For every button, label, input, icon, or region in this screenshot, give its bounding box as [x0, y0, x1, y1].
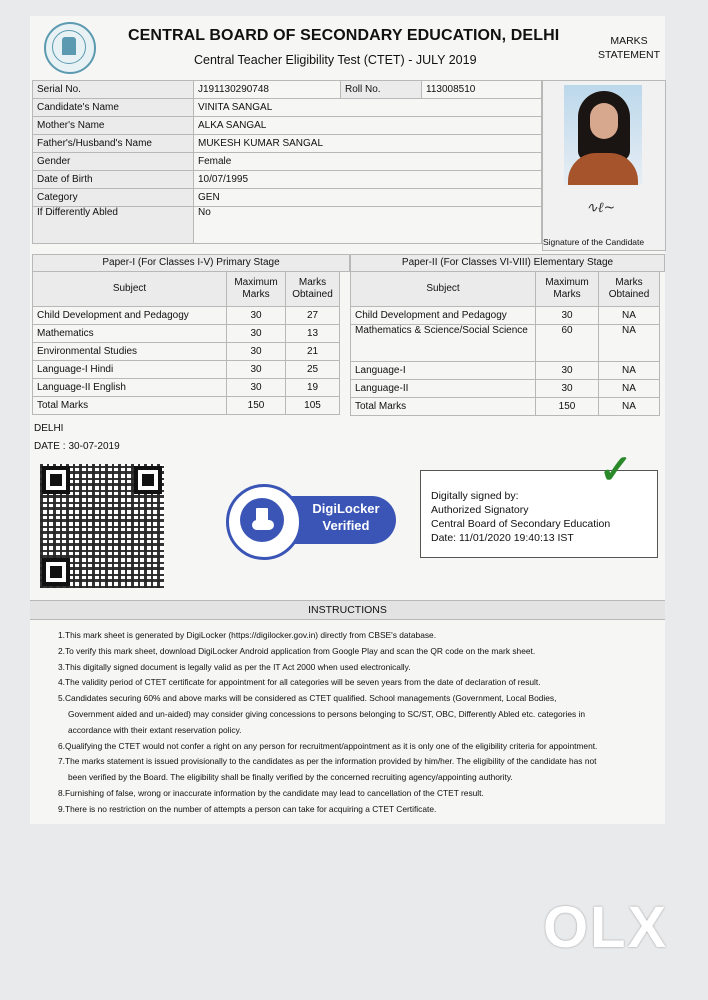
table-row [33, 361, 340, 379]
serial-value: J191130290748 [194, 81, 341, 99]
max-cell: 30 [536, 380, 599, 398]
candidate-info-table [32, 80, 542, 244]
table-row [33, 379, 340, 397]
checkmark-icon: ✓ [599, 448, 633, 492]
max-cell: 30 [536, 307, 599, 325]
instruction-item: accordance with their extant reservation policy. [68, 724, 242, 735]
digilocker-line2: Verified [322, 518, 370, 533]
candidate-photo [564, 85, 642, 185]
instruction-item: 3.This digitally signed document is legally valid as per the IT Act 2000 when used electronically. [58, 661, 411, 672]
paper2-marks-table [350, 271, 660, 416]
obtained-cell: 21 [286, 343, 340, 361]
board-title: CENTRAL BOARD OF SECONDARY EDUCATION, DELHI [128, 27, 560, 44]
marks-statement-label [594, 34, 664, 62]
instruction-item: 1.This mark sheet is generated by DigiLocker (https://digilocker.gov.in) directly from CBSE's database. [58, 630, 437, 640]
candidate-signature-icon: ∿ℓ~ [586, 200, 616, 216]
obtained-cell: NA [599, 362, 660, 380]
serial-label: Serial No. [33, 81, 194, 99]
max-cell: 30 [536, 362, 599, 380]
abled-value: No [194, 207, 542, 244]
paper2-heading: Paper-II (For Classes VI-VIII) Elementary Stage [350, 254, 665, 272]
obtained-cell: 25 [286, 361, 340, 379]
father-value: MUKESH KUMAR SANGAL [194, 135, 542, 153]
table-row [351, 325, 660, 362]
obtained-cell: NA [599, 325, 660, 362]
obtained-cell: 19 [286, 379, 340, 397]
subject-cell: Language-I [351, 362, 536, 380]
date-value: 30-07-2019 [68, 441, 120, 452]
max-cell: 150 [536, 398, 599, 416]
dob-value: 10/07/1995 [194, 171, 542, 189]
name-value: VINITA SANGAL [194, 99, 542, 117]
category-label: Category [33, 189, 194, 207]
olx-watermark: OLX [543, 895, 669, 960]
signatory-name: Authorized Signatory [431, 504, 529, 516]
paper2-col-obtained: Marks Obtained [599, 272, 660, 307]
table-row [33, 325, 340, 343]
instructions-title: INSTRUCTIONS [30, 600, 665, 620]
obtained-cell: NA [599, 307, 660, 325]
name-label: Candidate's Name [33, 99, 194, 117]
table-row [33, 307, 340, 325]
subject-cell: Mathematics [33, 325, 227, 343]
roll-label: Roll No. [341, 81, 422, 99]
place-text: DELHI [34, 423, 64, 434]
marks-label-line1: MARKS [610, 35, 648, 47]
obtained-cell: NA [599, 398, 660, 416]
obtained-cell: 13 [286, 325, 340, 343]
mother-label: Mother's Name [33, 117, 194, 135]
obtained-cell: 27 [286, 307, 340, 325]
paper1-col-max: Maximum Marks [227, 272, 286, 307]
cbse-emblem-icon [44, 22, 96, 74]
max-cell: 30 [227, 325, 286, 343]
instruction-item: 5.Candidates securing 60% and above marks will be considered as CTET qualified. School managements (Government, Local Bodies, [58, 693, 557, 704]
max-cell: 30 [227, 343, 286, 361]
instruction-item: Government aided and un-aided) may consider giving concessions to persons belonging to SC/ST, OBC, Differently Abled etc. categories in [68, 708, 586, 719]
instruction-item: 2.To verify this mark sheet, download DigiLocker Android application from Google Play and scan the QR code on the mark sheet. [58, 645, 536, 656]
paper2-col-subject: Subject [351, 272, 536, 307]
subject-cell: Child Development and Pedagogy [351, 307, 536, 325]
signature-caption: Signature of the Candidate [543, 237, 645, 247]
paper2-col-max: Maximum Marks [536, 272, 599, 307]
marks-label-line2: STATEMENT [597, 49, 661, 61]
digilocker-icon [240, 498, 284, 542]
instruction-item: been verified by the Board. The eligibility shall be finally verified by the concerned recruiting agency/appointing authority. [68, 772, 513, 783]
instruction-item: 8.Furnishing of false, wrong or inaccurate information by the candidate may lead to cancellation of the CTET result. [58, 787, 484, 798]
signature-date: Date: 11/01/2020 19:40:13 IST [431, 532, 574, 544]
abled-label: If Differently Abled [33, 207, 194, 244]
table-row [33, 397, 340, 415]
table-row [33, 343, 340, 361]
subject-cell: Total Marks [33, 397, 227, 415]
subject-cell: Language-II English [33, 379, 227, 397]
marks-statement-sheet [30, 16, 665, 824]
issue-date [34, 441, 120, 452]
table-row [351, 307, 660, 325]
instruction-item: 4.The validity period of CTET certificate for appointment for all categories will be seven years from the date of declaration of result. [58, 677, 541, 688]
father-label: Father's/Husband's Name [33, 135, 194, 153]
digilocker-line1: DigiLocker [312, 501, 380, 516]
table-row [351, 362, 660, 380]
digilocker-verified-badge [226, 484, 398, 558]
table-row [351, 380, 660, 398]
mother-value: ALKA SANGAL [194, 117, 542, 135]
instruction-item: 9.There is no restriction on the number of attempts a person can take for acquiring a CTET Certificate. [58, 803, 437, 814]
subject-cell: Total Marks [351, 398, 536, 416]
table-row [351, 398, 660, 416]
digital-signature-box [420, 448, 658, 558]
obtained-cell: NA [599, 380, 660, 398]
obtained-cell: 105 [286, 397, 340, 415]
instructions-list [58, 628, 658, 818]
subject-cell: Environmental Studies [33, 343, 227, 361]
subject-cell: Child Development and Pedagogy [33, 307, 227, 325]
qr-code-icon[interactable] [40, 464, 164, 588]
instruction-item: 7.The marks statement is issued provisionally to the candidates as per the information provided by him/her. The eligibility of the candidate has not [58, 756, 597, 767]
gender-value: Female [194, 153, 542, 171]
signed-by-label: Digitally signed by: [431, 490, 519, 502]
signatory-org: Central Board of Secondary Education [431, 518, 611, 530]
max-cell: 150 [227, 397, 286, 415]
category-value: GEN [194, 189, 542, 207]
exam-subtitle: Central Teacher Eligibility Test (CTET) - JULY 2019 [194, 53, 477, 67]
date-label: DATE : [34, 441, 66, 452]
max-cell: 30 [227, 307, 286, 325]
dob-label: Date of Birth [33, 171, 194, 189]
subject-cell: Language-I Hindi [33, 361, 227, 379]
subject-cell: Language-II [351, 380, 536, 398]
instruction-item: 6.Qualifying the CTET would not confer a right on any person for recruitment/appointment as it is only one of the eligibility criteria for appointment. [58, 740, 598, 751]
max-cell: 30 [227, 361, 286, 379]
roll-value: 113008510 [422, 81, 542, 99]
max-cell: 30 [227, 379, 286, 397]
max-cell: 60 [536, 325, 599, 362]
gender-label: Gender [33, 153, 194, 171]
paper1-marks-table [32, 271, 340, 415]
paper1-col-subject: Subject [33, 272, 227, 307]
paper1-heading: Paper-I (For Classes I-V) Primary Stage [32, 254, 350, 272]
subject-cell: Mathematics & Science/Social Science [351, 325, 536, 362]
header [30, 16, 665, 78]
paper1-col-obtained: Marks Obtained [286, 272, 340, 307]
